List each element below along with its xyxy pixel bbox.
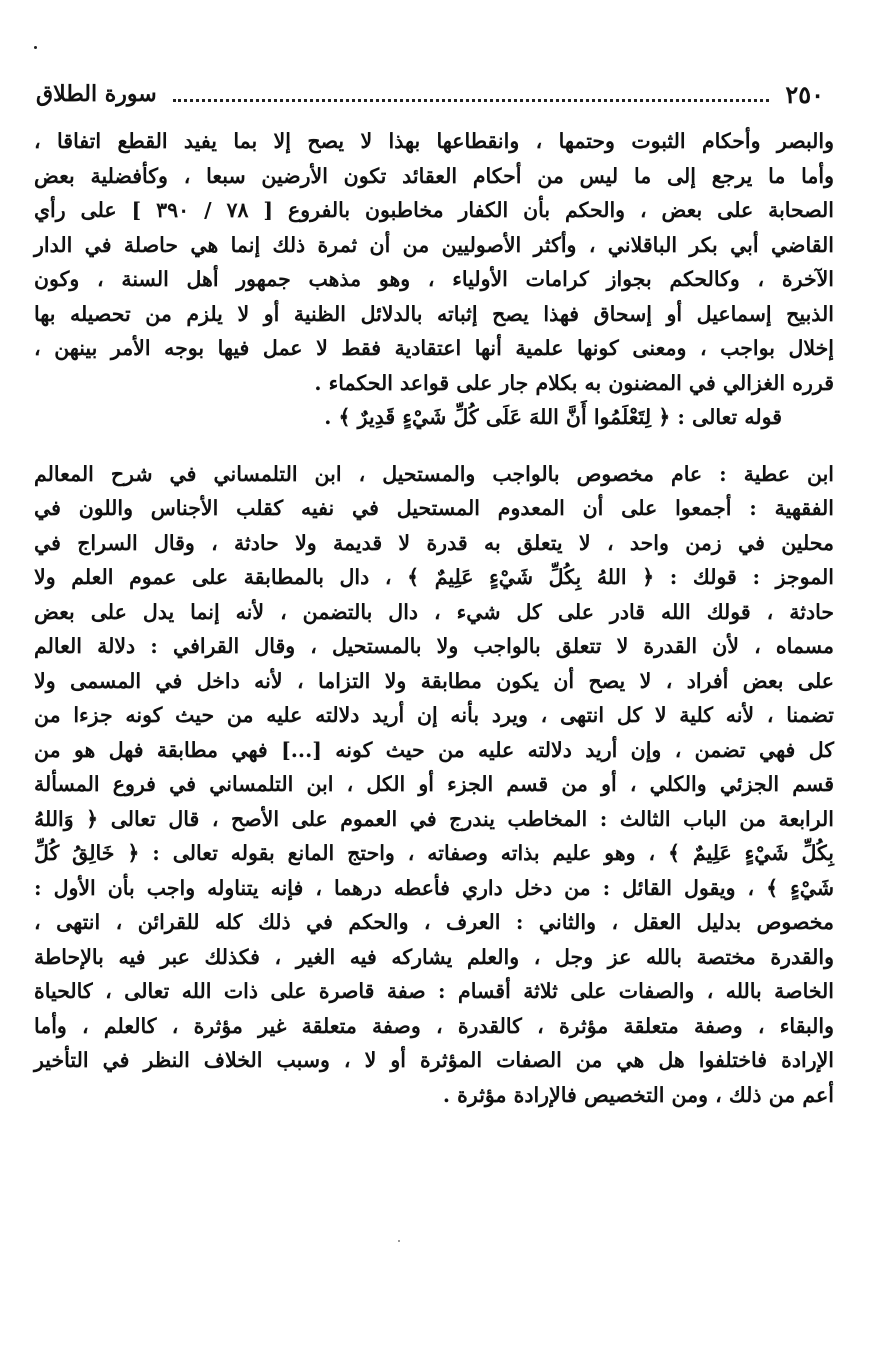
- text-line: على بعض أفراد ، لا يصح أن يكون مطابقة ولا التزاما ، لأنه داخل في المسمى ولا: [34, 668, 834, 693]
- verse-heading: [34, 400, 834, 435]
- text-line: كل فهي تضمن ، وإن أريد دلالته عليه من حيث كونه [...] فهي مطابقة فهل هو من: [34, 737, 834, 762]
- text-line: والقدرة مختصة بالله عز وجل ، والعلم يشاركه فيه الغير ، فكذلك عبر فيه بالإحاطة: [34, 944, 834, 969]
- paragraph-2: [34, 457, 834, 1113]
- text-line: مخصوص بدليل العقل ، والثاني : العرف ، والحكم في ذلك كله للقرائن ، انتهى ،: [34, 910, 834, 934]
- text-line: حادثة ، قولك الله قادر على كل شيء ، دال بالتضمن ، لأنه إنما يدل على بعض: [34, 599, 834, 624]
- quranic-verse: قوله تعالى : ﴿ لِتَعْلَمُوا أَنَّ اللهَ عَلَى كُلِّ شَيْءٍ قَدِيرٌ ﴾ .: [324, 405, 782, 429]
- text-line: ابن عطية : عام مخصوص بالواجب والمستحيل ، ابن التلمساني في شرح المعالم: [34, 461, 834, 486]
- header-dotted-leader: [173, 99, 770, 102]
- page-body: [34, 124, 834, 1112]
- scan-speck: [34, 46, 37, 49]
- scan-speck: [398, 1240, 400, 1242]
- text-line: الآخرة ، وكالحكم بجواز كرامات الأولياء ، وهو مذهب جمهور أهل السنة ، وكون: [34, 267, 834, 291]
- running-header: [36, 78, 824, 110]
- text-line: القاضي أبي بكر الباقلاني ، وأكثر الأصوليين من أن ثمرة ذلك إنما هي حاصلة في الدار: [34, 232, 834, 257]
- text-line: شَيْءٍ ﴾ ، ويقول القائل : من دخل داري فأعطه درهما ، فإنه يتناوله واجب بأن الأول :: [34, 875, 834, 900]
- text-line: محلين في زمن واحد ، لا يتعلق به قدرة لا قديمة ولا حادثة ، وقال السراج في: [34, 530, 834, 555]
- text-line: الخاصة بالله ، والصفات على ثلاثة أقسام : صفة قاصرة على ذات الله تعالى ، كالحياة: [34, 979, 834, 1003]
- text-line: الفقهية : أجمعوا على أن المعدوم المستحيل في نفيه كقلب الأجناس واللون في: [34, 496, 834, 520]
- text-line: مسماه ، لأن القدرة لا تتعلق بالواجب ولا بالمستحيل ، وقال القرافي : دلالة العالم: [34, 634, 834, 658]
- text-line: والبصر وأحكام الثبوت وحتمها ، وانقطاعها بهذا لا يصح إلا بما يفيد القطع اتفاقا ،: [34, 129, 834, 153]
- text-line: إخلال بواجب ، ومعنى كونها علمية أنها اعتقادية فقط لا عمل فيها بوجه الأمر بينهن ،: [34, 336, 834, 360]
- text-line: قرره الغزالي في المضنون به بكلام جار على قواعد الحكماء .: [314, 370, 834, 395]
- text-line: قسم الجزئي والكلي ، أو من قسم الجزء أو الكل ، ابن التلمساني في فروع المسألة: [34, 772, 834, 796]
- text-line: أعم من ذلك ، ومن التخصيص فالإرادة مؤثرة .: [442, 1082, 834, 1107]
- text-line: الموجز : قولك : ﴿ اللهُ بِكُلِّ شَيْءٍ عَلِيمٌ ﴾ ، دال بالمطابقة على عموم العلم ولا: [34, 565, 834, 589]
- text-line: تضمنا ، لأنه كلية لا كل انتهى ، ويرد بأنه إن أريد دلالته عليه من حيث كونه جزءا من: [34, 703, 834, 727]
- text-line: الصحابة على بعض ، والحكم بأن الكفار مخاطبون بالفروع [ ٧٨ / ٣٩٠ ] على رأي: [34, 198, 835, 222]
- paragraph-gap: [34, 435, 834, 457]
- text-line: وأما ما يرجع إلى ما ليس من أحكام العقائد تكون الأرضين سبعا ، وكأفضلية بعض: [34, 163, 834, 188]
- text-line: الرابعة من الباب الثالث : المخاطب يندرج في العموم على الأصح ، قال تعالى ﴿ وَاللهُ: [34, 806, 834, 831]
- surah-title: سورة الطلاق: [36, 81, 157, 107]
- paragraph-1: [34, 124, 834, 400]
- text-line: الإرادة فاختلفوا هل هي من الصفات المؤثرة أو لا ، وسبب الخلاف النظر في التأخير: [34, 1048, 834, 1072]
- text-line: الذبيح إسماعيل أو إسحاق فهذا يصح إثباته بالدلائل الظنية أو لا يلزم من تحصيله بها: [34, 301, 834, 326]
- page-number: ٢٥٠: [785, 79, 824, 109]
- text-line: والبقاء ، وصفة متعلقة مؤثرة ، كالقدرة ، وصفة متعلقة غير مؤثرة ، كالعلم ، وأما: [34, 1013, 834, 1038]
- text-line: بِكُلِّ شَيْءٍ عَلِيمٌ ﴾ ، وهو عليم بذاته وصفاته ، واحتج المانع بقوله تعالى : ﴿ خَالِقُ كُلِّ: [34, 841, 834, 865]
